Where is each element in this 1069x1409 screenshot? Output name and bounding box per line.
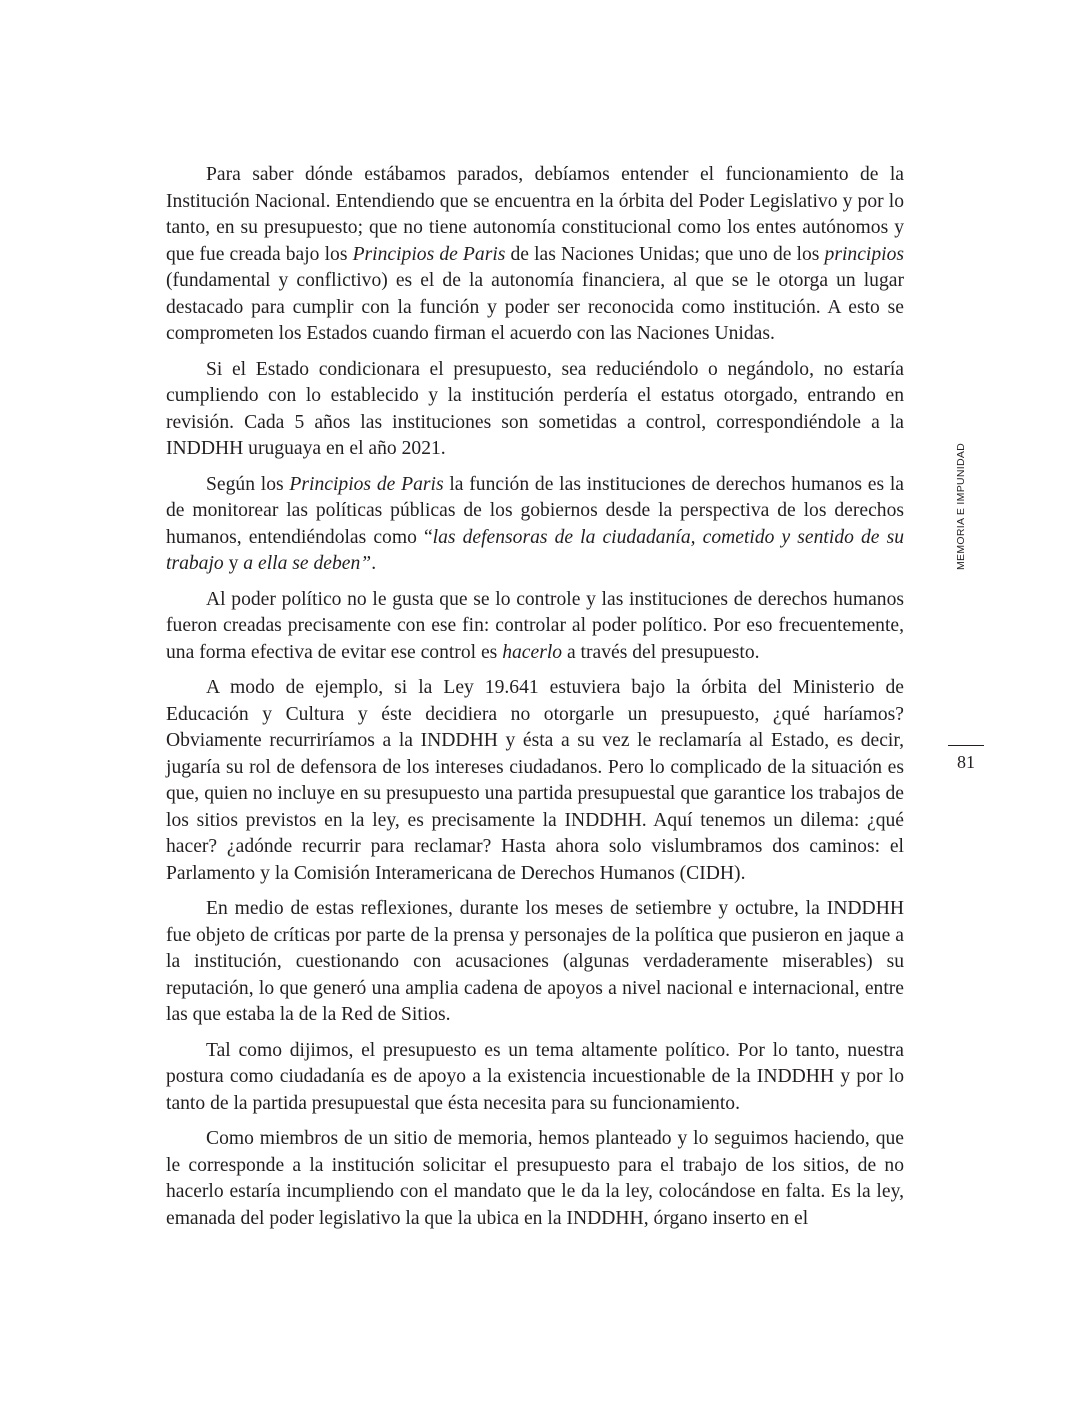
paragraph-segment: A modo de ejemplo, si la Ley 19.641 estuviera bajo la órbita del Ministerio de Educación y Cultura y éste decidiera no otorgarle un presupuesto, ¿qué haríamos? Obviamente recurriríamos a la INDDHH y ésta a su vez le reclamaría al Estado, es decir, jugaría su rol de defensora de los intereses ciudadanos. Pero lo complicado de la situación es que, quien no incluye en su presupuesto una partida presupuestal que garantice los trabajos de los sitios previstos en la ley, es precisamente la INDDHH. Aquí tenemos un dilema: ¿qué hacer? ¿adónde recurrir para reclamar? Hasta ahora solo vislumbramos dos caminos: el Parlamento y la Comisión Interamericana de Derechos Humanos (CIDH). — [166, 677, 904, 884]
paragraph-segment: principios — [824, 243, 904, 265]
paragraph-segment: Como miembros de un sitio de memoria, hemos planteado y lo seguimos haciendo, que le corresponde a la institución solicitar el presupuesto para el trabajo de los sitios, de no hacerlo estaría incumpliendo con el mandato que le da la ley, colocándose en falta. Es la ley, emanada del poder legislativo la que la ubica en la INDDHH, órgano inserto en el — [166, 1128, 904, 1229]
paragraph-7 — [166, 1038, 904, 1118]
body-text — [166, 162, 904, 1241]
paragraph-6 — [166, 896, 904, 1029]
paragraph-5 — [166, 675, 904, 887]
paragraph-1 — [166, 162, 904, 348]
running-title: MEMORIA E IMPUNIDAD — [955, 442, 967, 570]
page-number-rule — [948, 745, 984, 746]
paragraph-3 — [166, 472, 904, 578]
paragraph-segment: Para saber dónde estábamos parados, debíamos entender el funcionamiento de la Institución Nacional. Entendiendo que se encuentra en la órbita del Poder Legislativo y por lo tanto, en su presupuesto; que no tiene autonomía constitucional como los entes autónomos y que fue creada bajo los — [166, 164, 904, 265]
paragraph-segment: la función de las instituciones de derechos humanos es la de monitorear las políticas públicas de los gobiernos desde la perspectiva de los derechos humanos, entendiéndolas como “ — [166, 473, 905, 548]
paragraph-segment: (fundamental y conflictivo) es el de la autonomía financiera, al que se le otorga un lugar destacado para cumplir con la función y poder ser reconocida como institución. A esto se comprometen los Estados cuando firman el acuerdo con las Naciones Unidas. — [166, 270, 904, 344]
paragraph-segment: Según los — [206, 473, 290, 495]
paragraph-8 — [166, 1126, 904, 1232]
page-number: 81 — [957, 752, 975, 772]
paragraph-segment: de las Naciones Unidas; que uno de los — [505, 243, 825, 265]
paragraph-segment: En medio de estas reflexiones, durante los meses de setiembre y octubre, la INDDHH fue objeto de críticas por parte de la prensa y personajes de la política que pusieron en jaque a la institución, cuestionando con acusaciones (algunas verdaderamente miserables) su reputación, lo que generó una amplia cadena de apoyos a nivel nacional e internacional, entre las que estaba la de la Red de Sitios. — [166, 898, 904, 1025]
paragraph-segment: las defensoras de la ciudadanía, cometido y sentido de su trabajo — [166, 526, 904, 574]
paragraph-segment: Al poder político no le gusta que se lo controle y las instituciones de derechos humanos fueron creadas precisamente con ese fin: controlar al poder político. Por eso frecuentemente, una forma efectiva de evitar ese control es — [166, 588, 904, 663]
paragraph-4 — [166, 587, 904, 667]
paragraph-2 — [166, 357, 904, 463]
paragraph-segment: Tal como dijimos, el presupuesto es un tema altamente político. Por lo tanto, nuestra postura como ciudadanía es de apoyo a la existencia incuestionable de la INDDHH y por lo tanto de la partida presupuestal que ésta necesita para su funcionamiento. — [166, 1039, 904, 1114]
paragraph-segment: a ella se deben” — [243, 553, 372, 574]
paragraph-segment: a través del presupuesto. — [562, 641, 760, 663]
paragraph-segment: Si el Estado condicionara el presupuesto, sea reduciéndolo o negándolo, no estaría cumpliendo con lo establecido y la institución perdería el estatus otorgado, entrando en revisión. Cada 5 años las instituciones son sometidas a control, correspondiéndole a la INDDHH uruguaya en el año 2021. — [166, 358, 904, 459]
paragraph-segment: Principios de Paris — [352, 243, 506, 265]
paragraph-segment: Principios de Paris — [289, 473, 444, 495]
paragraph-segment: y — [223, 553, 244, 574]
paragraph-segment: hacerlo — [502, 641, 563, 663]
paragraph-segment: . — [371, 553, 377, 574]
